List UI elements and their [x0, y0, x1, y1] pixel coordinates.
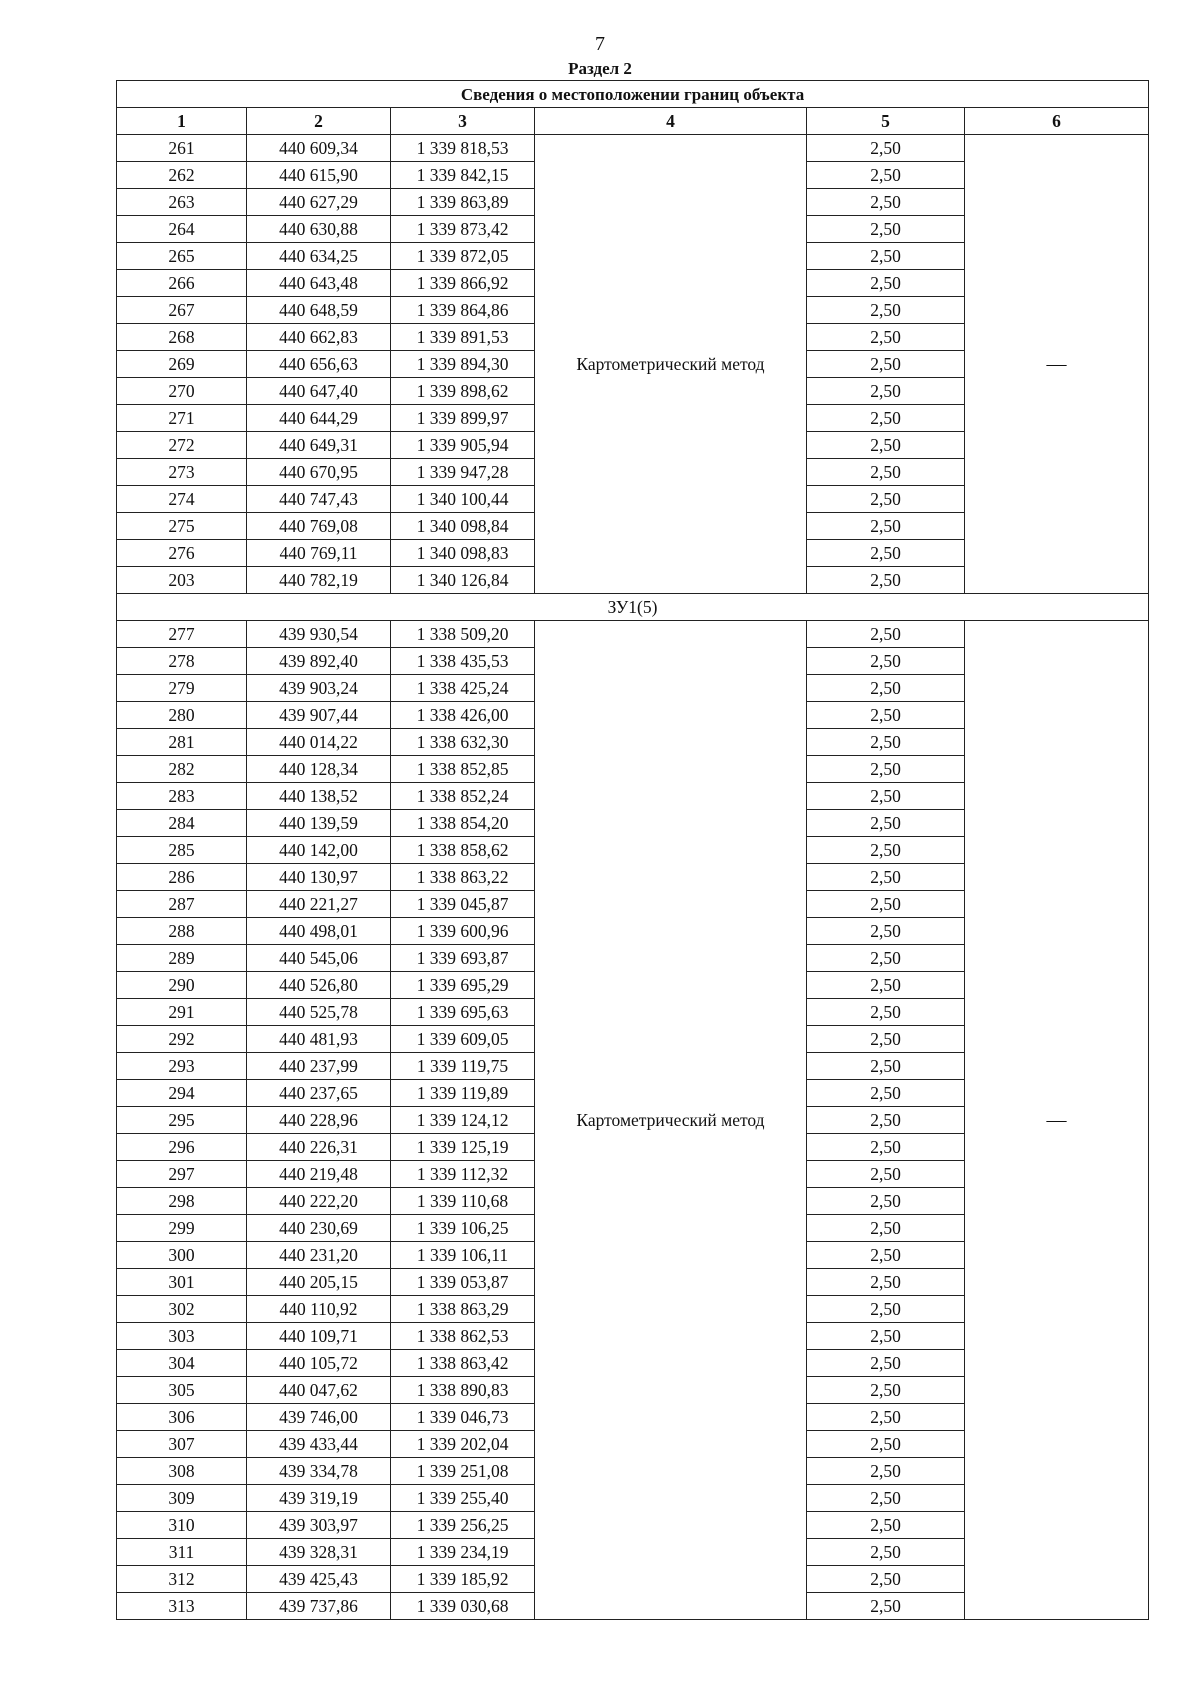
point-number: 301	[117, 1269, 247, 1296]
coordinate-y: 1 339 864,86	[391, 297, 535, 324]
point-number: 306	[117, 1404, 247, 1431]
accuracy-value: 2,50	[807, 216, 965, 243]
coordinate-x: 440 782,19	[247, 567, 391, 594]
coordinate-x: 440 630,88	[247, 216, 391, 243]
coordinate-x: 440 231,20	[247, 1242, 391, 1269]
accuracy-value: 2,50	[807, 162, 965, 189]
point-number: 290	[117, 972, 247, 999]
accuracy-value: 2,50	[807, 1566, 965, 1593]
accuracy-value: 2,50	[807, 783, 965, 810]
coordinate-x: 440 747,43	[247, 486, 391, 513]
coordinate-y: 1 339 046,73	[391, 1404, 535, 1431]
coordinate-x: 440 128,34	[247, 756, 391, 783]
point-number: 289	[117, 945, 247, 972]
column-6-dash: —	[965, 621, 1149, 1620]
accuracy-value: 2,50	[807, 1431, 965, 1458]
point-number: 284	[117, 810, 247, 837]
accuracy-value: 2,50	[807, 810, 965, 837]
coordinate-x: 440 047,62	[247, 1377, 391, 1404]
coordinate-x: 439 737,86	[247, 1593, 391, 1620]
point-number: 312	[117, 1566, 247, 1593]
coordinate-y: 1 338 858,62	[391, 837, 535, 864]
coordinate-x: 440 481,93	[247, 1026, 391, 1053]
accuracy-value: 2,50	[807, 459, 965, 486]
accuracy-value: 2,50	[807, 1323, 965, 1350]
coordinate-x: 440 226,31	[247, 1134, 391, 1161]
point-number: 310	[117, 1512, 247, 1539]
coordinate-x: 440 634,25	[247, 243, 391, 270]
table-caption: Сведения о местоположении границ объекта	[117, 81, 1149, 108]
accuracy-value: 2,50	[807, 1026, 965, 1053]
coordinate-y: 1 339 693,87	[391, 945, 535, 972]
point-number: 265	[117, 243, 247, 270]
accuracy-value: 2,50	[807, 1161, 965, 1188]
point-number: 283	[117, 783, 247, 810]
coordinate-x: 440 222,20	[247, 1188, 391, 1215]
point-number: 311	[117, 1539, 247, 1566]
accuracy-value: 2,50	[807, 567, 965, 594]
coordinate-y: 1 339 863,89	[391, 189, 535, 216]
coordinate-x: 440 649,31	[247, 432, 391, 459]
coordinate-y: 1 340 126,84	[391, 567, 535, 594]
point-number: 297	[117, 1161, 247, 1188]
table-row	[117, 135, 1149, 162]
coordinate-y: 1 338 632,30	[391, 729, 535, 756]
coordinate-y: 1 339 255,40	[391, 1485, 535, 1512]
coordinate-x: 439 425,43	[247, 1566, 391, 1593]
accuracy-value: 2,50	[807, 756, 965, 783]
accuracy-value: 2,50	[807, 189, 965, 216]
coordinate-x: 440 769,08	[247, 513, 391, 540]
column-header-3: 3	[391, 108, 535, 135]
accuracy-value: 2,50	[807, 1053, 965, 1080]
coordinate-y: 1 339 600,96	[391, 918, 535, 945]
point-number: 203	[117, 567, 247, 594]
coordinate-y: 1 339 256,25	[391, 1512, 535, 1539]
coordinate-x: 440 662,83	[247, 324, 391, 351]
column-6-dash: —	[965, 135, 1149, 594]
coordinate-y: 1 338 890,83	[391, 1377, 535, 1404]
coordinate-y: 1 339 106,25	[391, 1215, 535, 1242]
point-number: 309	[117, 1485, 247, 1512]
coordinate-y: 1 338 852,85	[391, 756, 535, 783]
coordinate-y: 1 338 854,20	[391, 810, 535, 837]
group-label: ЗУ1(5)	[117, 594, 1149, 621]
accuracy-value: 2,50	[807, 864, 965, 891]
point-number: 302	[117, 1296, 247, 1323]
coordinate-y: 1 340 098,83	[391, 540, 535, 567]
coordinate-x: 440 648,59	[247, 297, 391, 324]
accuracy-value: 2,50	[807, 405, 965, 432]
point-number: 278	[117, 648, 247, 675]
coordinate-x: 439 903,24	[247, 675, 391, 702]
table-body	[117, 135, 1149, 1620]
accuracy-value: 2,50	[807, 1215, 965, 1242]
coordinate-x: 440 647,40	[247, 378, 391, 405]
coordinate-y: 1 339 110,68	[391, 1188, 535, 1215]
point-number: 308	[117, 1458, 247, 1485]
column-number-row	[117, 108, 1149, 135]
accuracy-value: 2,50	[807, 270, 965, 297]
column-header-5: 5	[807, 108, 965, 135]
coordinate-x: 440 138,52	[247, 783, 391, 810]
point-number: 313	[117, 1593, 247, 1620]
section-title: Раздел 2	[568, 59, 632, 78]
point-number: 293	[117, 1053, 247, 1080]
point-number: 263	[117, 189, 247, 216]
point-number: 304	[117, 1350, 247, 1377]
coordinate-x: 440 228,96	[247, 1107, 391, 1134]
coordinate-x: 440 769,11	[247, 540, 391, 567]
coordinate-x: 440 526,80	[247, 972, 391, 999]
point-number: 292	[117, 1026, 247, 1053]
point-number: 282	[117, 756, 247, 783]
accuracy-value: 2,50	[807, 297, 965, 324]
coordinate-x: 440 670,95	[247, 459, 391, 486]
coordinate-x: 440 139,59	[247, 810, 391, 837]
column-header-1: 1	[117, 108, 247, 135]
coordinate-x: 440 498,01	[247, 918, 391, 945]
coordinate-y: 1 339 106,11	[391, 1242, 535, 1269]
point-number: 281	[117, 729, 247, 756]
accuracy-value: 2,50	[807, 729, 965, 756]
coordinate-x: 439 433,44	[247, 1431, 391, 1458]
coordinate-y: 1 338 862,53	[391, 1323, 535, 1350]
accuracy-value: 2,50	[807, 1350, 965, 1377]
accuracy-value: 2,50	[807, 918, 965, 945]
accuracy-value: 2,50	[807, 675, 965, 702]
coordinate-x: 440 656,63	[247, 351, 391, 378]
coordinate-x: 439 328,31	[247, 1539, 391, 1566]
point-number: 298	[117, 1188, 247, 1215]
accuracy-value: 2,50	[807, 486, 965, 513]
accuracy-value: 2,50	[807, 1296, 965, 1323]
coordinate-y: 1 339 609,05	[391, 1026, 535, 1053]
accuracy-value: 2,50	[807, 432, 965, 459]
coordinate-x: 440 221,27	[247, 891, 391, 918]
coordinate-y: 1 339 030,68	[391, 1593, 535, 1620]
coordinate-x: 439 746,00	[247, 1404, 391, 1431]
coordinate-y: 1 339 185,92	[391, 1566, 535, 1593]
group-header-row	[117, 594, 1149, 621]
point-number: 269	[117, 351, 247, 378]
coordinate-x: 439 892,40	[247, 648, 391, 675]
point-number: 299	[117, 1215, 247, 1242]
point-number: 286	[117, 864, 247, 891]
method-cell: Картометрический метод	[535, 135, 807, 594]
coordinate-y: 1 339 045,87	[391, 891, 535, 918]
coordinate-y: 1 339 842,15	[391, 162, 535, 189]
accuracy-value: 2,50	[807, 1404, 965, 1431]
coordinate-x: 439 319,19	[247, 1485, 391, 1512]
coordinate-y: 1 339 894,30	[391, 351, 535, 378]
coordinate-x: 440 609,34	[247, 135, 391, 162]
boundary-coordinates-table	[116, 80, 1149, 1620]
method-cell: Картометрический метод	[535, 621, 807, 1620]
accuracy-value: 2,50	[807, 1242, 965, 1269]
coordinate-x: 440 105,72	[247, 1350, 391, 1377]
coordinate-y: 1 338 509,20	[391, 621, 535, 648]
coordinate-x: 440 230,69	[247, 1215, 391, 1242]
accuracy-value: 2,50	[807, 648, 965, 675]
table-caption-row	[117, 81, 1149, 108]
accuracy-value: 2,50	[807, 1080, 965, 1107]
coordinate-y: 1 339 905,94	[391, 432, 535, 459]
accuracy-value: 2,50	[807, 351, 965, 378]
coordinate-y: 1 338 426,00	[391, 702, 535, 729]
column-header-4: 4	[535, 108, 807, 135]
accuracy-value: 2,50	[807, 378, 965, 405]
accuracy-value: 2,50	[807, 243, 965, 270]
column-header-6: 6	[965, 108, 1149, 135]
accuracy-value: 2,50	[807, 1458, 965, 1485]
accuracy-value: 2,50	[807, 837, 965, 864]
accuracy-value: 2,50	[807, 1539, 965, 1566]
coordinate-x: 440 142,00	[247, 837, 391, 864]
accuracy-value: 2,50	[807, 1377, 965, 1404]
coordinate-y: 1 339 053,87	[391, 1269, 535, 1296]
page-number: 7	[595, 33, 605, 55]
coordinate-y: 1 338 425,24	[391, 675, 535, 702]
coordinate-y: 1 339 898,62	[391, 378, 535, 405]
point-number: 303	[117, 1323, 247, 1350]
coordinate-x: 440 615,90	[247, 162, 391, 189]
point-number: 279	[117, 675, 247, 702]
coordinate-y: 1 339 202,04	[391, 1431, 535, 1458]
coordinate-x: 440 545,06	[247, 945, 391, 972]
accuracy-value: 2,50	[807, 1134, 965, 1161]
coordinate-y: 1 340 098,84	[391, 513, 535, 540]
coordinate-y: 1 338 863,42	[391, 1350, 535, 1377]
coordinate-x: 440 219,48	[247, 1161, 391, 1188]
accuracy-value: 2,50	[807, 540, 965, 567]
coordinate-y: 1 338 435,53	[391, 648, 535, 675]
coordinate-x: 440 644,29	[247, 405, 391, 432]
coordinate-y: 1 339 251,08	[391, 1458, 535, 1485]
coordinate-x: 440 237,65	[247, 1080, 391, 1107]
coordinate-y: 1 339 818,53	[391, 135, 535, 162]
accuracy-value: 2,50	[807, 1107, 965, 1134]
coordinate-x: 440 525,78	[247, 999, 391, 1026]
point-number: 261	[117, 135, 247, 162]
coordinate-x: 440 109,71	[247, 1323, 391, 1350]
coordinate-y: 1 339 234,19	[391, 1539, 535, 1566]
coordinate-x: 439 930,54	[247, 621, 391, 648]
point-number: 300	[117, 1242, 247, 1269]
point-number: 291	[117, 999, 247, 1026]
accuracy-value: 2,50	[807, 1269, 965, 1296]
point-number: 262	[117, 162, 247, 189]
coordinate-y: 1 339 125,19	[391, 1134, 535, 1161]
coordinate-x: 439 303,97	[247, 1512, 391, 1539]
coordinate-y: 1 339 891,53	[391, 324, 535, 351]
accuracy-value: 2,50	[807, 999, 965, 1026]
coordinate-y: 1 339 866,92	[391, 270, 535, 297]
point-number: 296	[117, 1134, 247, 1161]
point-number: 276	[117, 540, 247, 567]
point-number: 295	[117, 1107, 247, 1134]
point-number: 305	[117, 1377, 247, 1404]
point-number: 272	[117, 432, 247, 459]
accuracy-value: 2,50	[807, 1593, 965, 1620]
coordinate-y: 1 339 112,32	[391, 1161, 535, 1188]
accuracy-value: 2,50	[807, 1485, 965, 1512]
accuracy-value: 2,50	[807, 702, 965, 729]
coordinate-y: 1 338 852,24	[391, 783, 535, 810]
table-row	[117, 621, 1149, 648]
point-number: 273	[117, 459, 247, 486]
point-number: 280	[117, 702, 247, 729]
coordinate-x: 440 110,92	[247, 1296, 391, 1323]
point-number: 294	[117, 1080, 247, 1107]
coordinate-x: 440 014,22	[247, 729, 391, 756]
accuracy-value: 2,50	[807, 1188, 965, 1215]
coordinate-x: 440 643,48	[247, 270, 391, 297]
accuracy-value: 2,50	[807, 513, 965, 540]
point-number: 277	[117, 621, 247, 648]
coordinate-x: 439 907,44	[247, 702, 391, 729]
coordinate-y: 1 338 863,29	[391, 1296, 535, 1323]
coordinate-y: 1 339 947,28	[391, 459, 535, 486]
coordinate-y: 1 339 695,63	[391, 999, 535, 1026]
point-number: 285	[117, 837, 247, 864]
accuracy-value: 2,50	[807, 1512, 965, 1539]
point-number: 270	[117, 378, 247, 405]
point-number: 271	[117, 405, 247, 432]
column-header-2: 2	[247, 108, 391, 135]
point-number: 268	[117, 324, 247, 351]
coordinate-x: 440 205,15	[247, 1269, 391, 1296]
coordinate-x: 439 334,78	[247, 1458, 391, 1485]
coordinate-x: 440 627,29	[247, 189, 391, 216]
point-number: 287	[117, 891, 247, 918]
point-number: 307	[117, 1431, 247, 1458]
coordinate-x: 440 130,97	[247, 864, 391, 891]
point-number: 264	[117, 216, 247, 243]
coordinate-y: 1 339 124,12	[391, 1107, 535, 1134]
accuracy-value: 2,50	[807, 945, 965, 972]
accuracy-value: 2,50	[807, 135, 965, 162]
accuracy-value: 2,50	[807, 621, 965, 648]
accuracy-value: 2,50	[807, 891, 965, 918]
coordinate-y: 1 339 899,97	[391, 405, 535, 432]
point-number: 275	[117, 513, 247, 540]
point-number: 288	[117, 918, 247, 945]
coordinate-y: 1 338 863,22	[391, 864, 535, 891]
point-number: 274	[117, 486, 247, 513]
coordinate-y: 1 339 119,75	[391, 1053, 535, 1080]
coordinate-x: 440 237,99	[247, 1053, 391, 1080]
point-number: 266	[117, 270, 247, 297]
coordinate-y: 1 339 119,89	[391, 1080, 535, 1107]
accuracy-value: 2,50	[807, 324, 965, 351]
coordinate-y: 1 339 695,29	[391, 972, 535, 999]
accuracy-value: 2,50	[807, 972, 965, 999]
point-number: 267	[117, 297, 247, 324]
coordinate-y: 1 340 100,44	[391, 486, 535, 513]
coordinate-y: 1 339 873,42	[391, 216, 535, 243]
coordinate-y: 1 339 872,05	[391, 243, 535, 270]
